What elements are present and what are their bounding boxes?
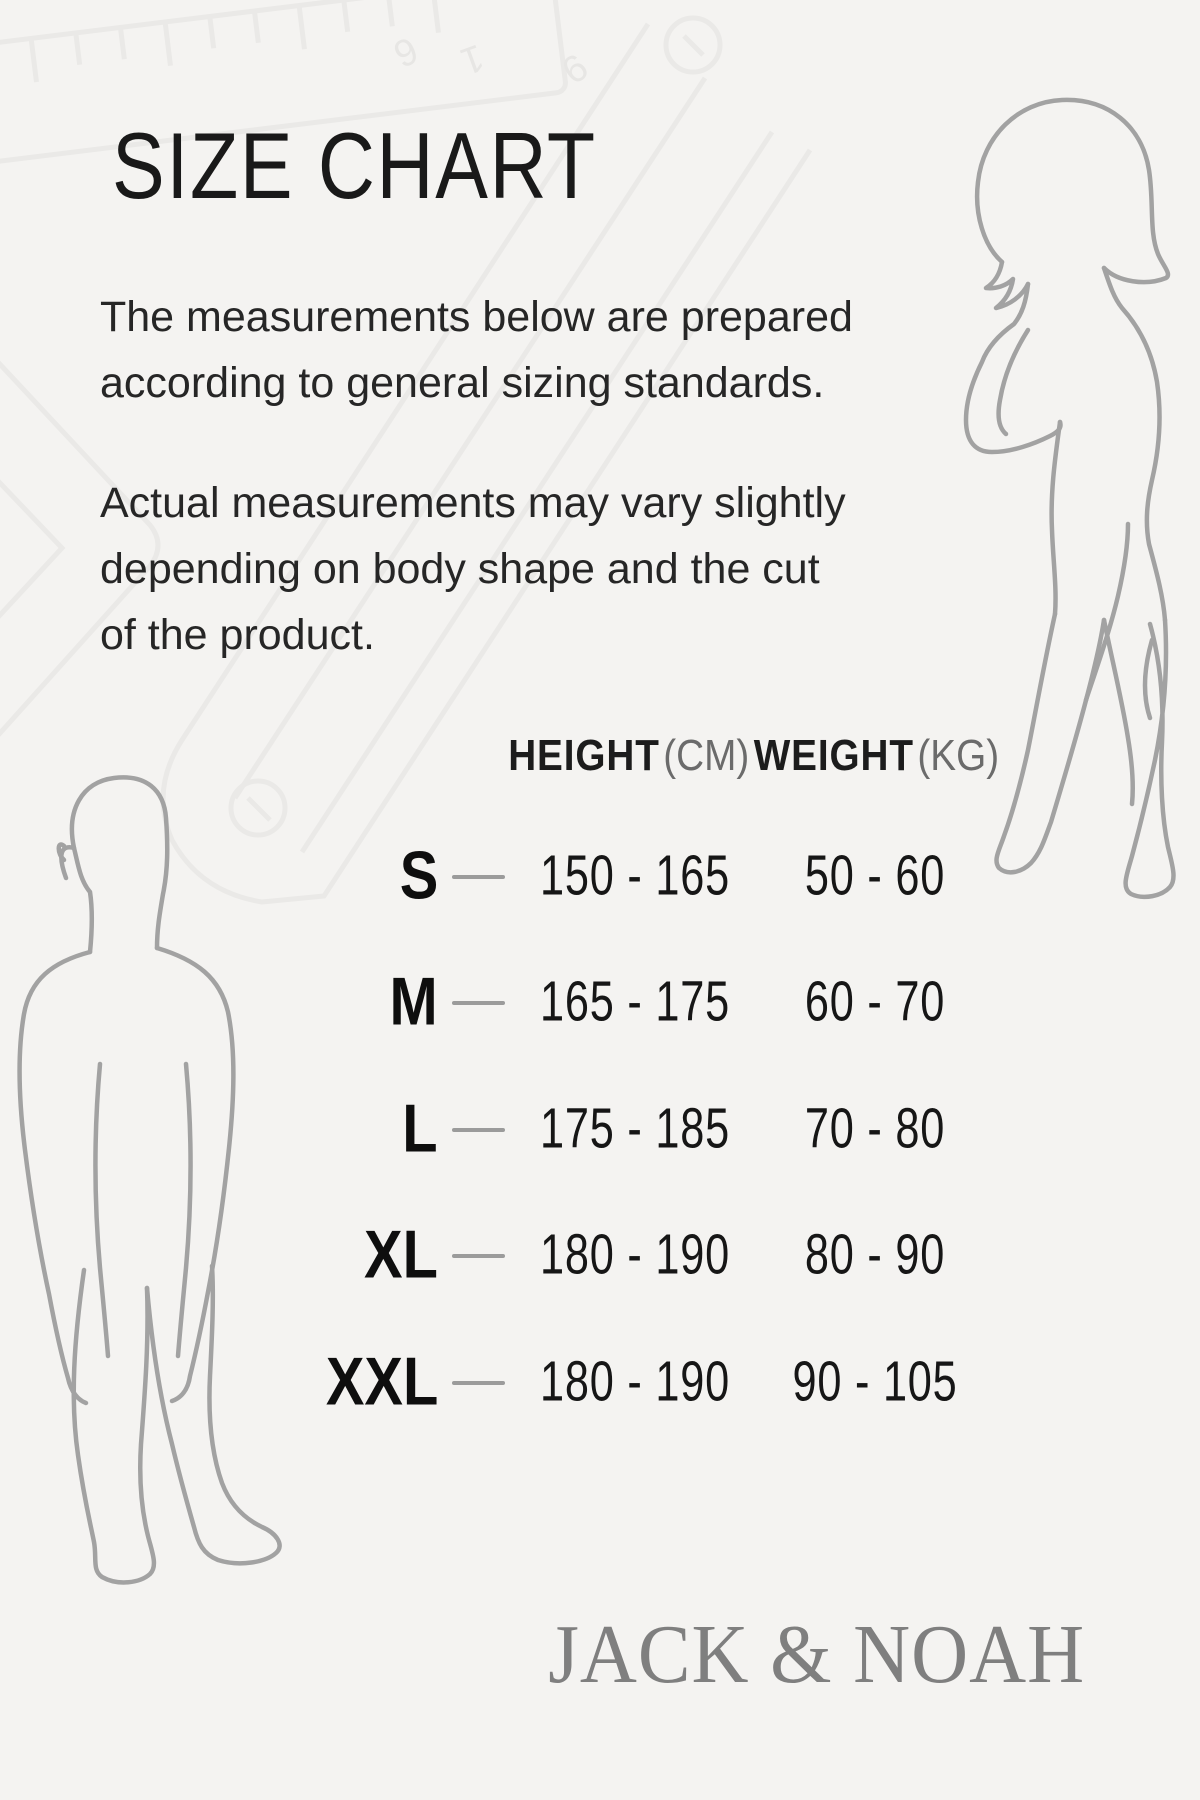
height-value: 180 - 190 bbox=[540, 1349, 730, 1414]
height-value: 175 - 185 bbox=[540, 1096, 730, 1161]
brand-logo: JACK & NOAH bbox=[548, 1608, 1085, 1701]
height-value: 165 - 175 bbox=[540, 969, 730, 1034]
note-paragraph bbox=[100, 470, 846, 668]
row-dash bbox=[452, 875, 505, 879]
note-line: depending on body shape and the cut bbox=[100, 545, 820, 593]
weight-column-header bbox=[753, 730, 1000, 782]
weight-value: 90 - 105 bbox=[792, 1349, 958, 1414]
height-header-unit: (CM) bbox=[663, 731, 750, 780]
page-title: SIZE CHART bbox=[112, 113, 597, 218]
height-value: 150 - 165 bbox=[540, 843, 730, 908]
height-header-label: HEIGHT bbox=[508, 731, 660, 780]
weight-value: 70 - 80 bbox=[804, 1096, 946, 1161]
height-value: 180 - 190 bbox=[540, 1222, 730, 1287]
row-dash bbox=[452, 1001, 505, 1005]
table-row-xxl bbox=[280, 1338, 1000, 1428]
row-dash bbox=[452, 1128, 505, 1132]
ruler-digit: 9 bbox=[553, 44, 595, 92]
table-row-xl bbox=[280, 1211, 1000, 1301]
table-row-m bbox=[280, 958, 1000, 1048]
weight-header-label: WEIGHT bbox=[753, 731, 914, 780]
ruler-digit: 6 bbox=[387, 27, 424, 75]
weight-value: 50 - 60 bbox=[804, 843, 946, 908]
size-label: S bbox=[399, 837, 438, 914]
hole-circle-icon bbox=[666, 18, 720, 72]
size-label: XXL bbox=[325, 1343, 438, 1420]
note-line: of the product. bbox=[100, 611, 375, 659]
note-line: Actual measurements may vary slightly bbox=[100, 479, 846, 527]
table-row-l bbox=[280, 1085, 1000, 1175]
weight-value: 60 - 70 bbox=[804, 969, 946, 1034]
size-table-header bbox=[280, 730, 1000, 782]
intro-line: The measurements below are prepared bbox=[100, 293, 853, 341]
weight-header-unit: (KG) bbox=[917, 731, 1000, 780]
ruler-digit: 1 bbox=[455, 35, 490, 83]
row-dash bbox=[452, 1254, 505, 1258]
intro-line: according to general sizing standards. bbox=[100, 359, 825, 407]
size-label: M bbox=[389, 963, 438, 1040]
size-label: L bbox=[402, 1090, 438, 1167]
weight-value: 80 - 90 bbox=[804, 1222, 946, 1287]
row-dash bbox=[452, 1381, 505, 1385]
size-label: XL bbox=[364, 1216, 438, 1293]
table-row-s bbox=[280, 832, 1000, 922]
intro-paragraph bbox=[100, 284, 853, 416]
height-column-header bbox=[508, 730, 750, 782]
